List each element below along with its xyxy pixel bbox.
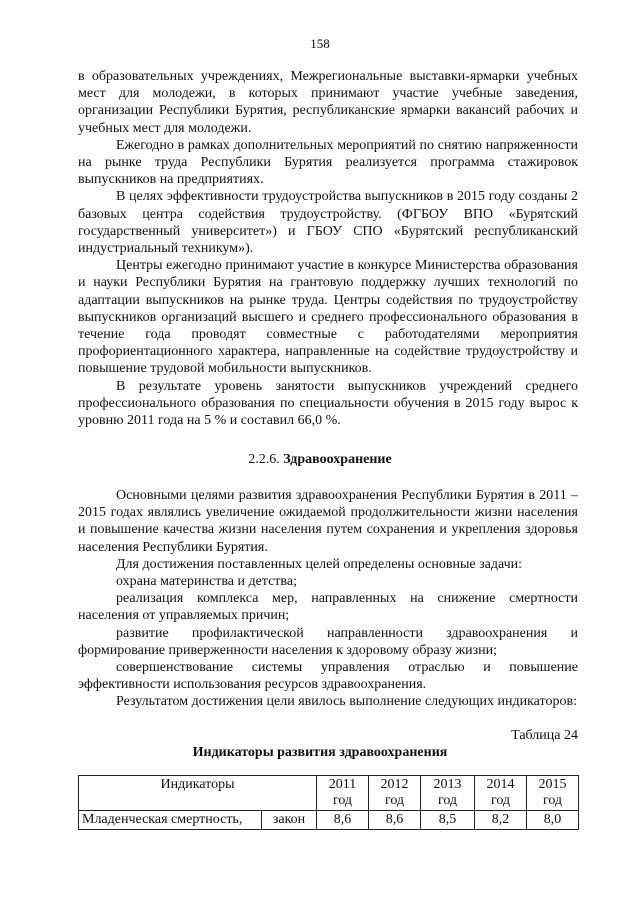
value-cell: 8,0 bbox=[527, 811, 579, 830]
indicator-cell: Младенческая смертность, bbox=[79, 811, 262, 830]
year-unit: год bbox=[332, 793, 353, 808]
paragraph: Центры ежегодно принимают участие в конкурсе Министерства образования и науки Республики Бурятия на грантовую поддержку лучших технологий по адаптации выпускников на рынке труда. Центры содействия по трудоустройству выпускников организаций высшего и среднего профессионального образования в течение года проводят совместные с работодателями мероприятия профориентационного характера, направленные на содействие трудоустройству и повышение трудовой мобильности выпускников. bbox=[78, 258, 578, 377]
year-value: 2015 bbox=[538, 777, 567, 792]
value-cell: 8,2 bbox=[475, 811, 527, 830]
indicators-table bbox=[78, 775, 579, 830]
paragraph: В целях эффективности трудоустройства выпускников в 2015 году созданы 2 базовых центра содействия трудоустройству. (ФГБОУ ВПО «Бурятский государственный университет») и ГБОУ СПО «Бурятский республиканский индустриальный техникум»). bbox=[78, 189, 578, 257]
paragraph: Ежегодно в рамках дополнительных мероприятий по снятию напряженности на рынке труда Республики Бурятия реализуется программа стажировок выпускников на предприятиях. bbox=[78, 137, 578, 188]
body-text-bottom bbox=[78, 487, 578, 711]
paragraph: Для достижения поставленных целей определены основные задачи: bbox=[116, 556, 523, 572]
body-text-top bbox=[78, 68, 578, 429]
year-value: 2014 bbox=[486, 777, 515, 792]
paragraph: В результате уровень занятости выпускников учреждений среднего профессионального образования по специальности обучения в 2015 году вырос к уровню 2011 года на 5 % и составил 66,0 %. bbox=[78, 378, 578, 429]
type-cell: закон bbox=[262, 811, 317, 830]
table-header-row bbox=[79, 776, 579, 811]
year-unit: год bbox=[437, 793, 458, 808]
value-cell: 8,5 bbox=[421, 811, 475, 830]
year-unit: год bbox=[490, 793, 511, 808]
year-value: 2011 bbox=[328, 777, 357, 792]
year-value: 2013 bbox=[433, 777, 462, 792]
paragraph: развитие профилактической направленности здравоохранения и формирование приверженности населения к здоровому образу жизни; bbox=[78, 625, 578, 658]
paragraph: Основными целями развития здравоохранения Республики Бурятия в 2011 – 2015 годах являлись увеличение ожидаемой продолжительности жизни населения и повышение качества жизни населения путем сохранения и укрепления здоровья населения Республики Бурятия. bbox=[78, 488, 578, 555]
paragraph: Результатом достижения цели явилось выполнение следующих индикаторов: bbox=[116, 694, 577, 710]
header-year bbox=[421, 776, 475, 811]
paragraph: реализация комплекса мер, направленных на снижение смертности населения от управляемых причин; bbox=[78, 591, 578, 624]
table-label: Таблица 24 bbox=[511, 728, 578, 743]
header-year bbox=[527, 776, 579, 811]
section-title: Здравоохранение bbox=[283, 452, 392, 467]
page-number: 158 bbox=[310, 36, 330, 51]
header-year bbox=[317, 776, 369, 811]
value-cell: 8,6 bbox=[317, 811, 369, 830]
paragraph: в образовательных учреждениях, Межрегиональные выставки-ярмарки учебных мест для молодежи, в которых принимают участие учебные заведения, организации Республики Бурятия, республиканские ярмарки вакансий рабочих и учебных мест для молодежи. bbox=[78, 69, 578, 136]
table-title: Индикаторы развития здравоохранения bbox=[192, 745, 448, 760]
year-unit: год bbox=[384, 793, 405, 808]
header-year bbox=[475, 776, 527, 811]
year-value: 2012 bbox=[380, 777, 409, 792]
table-row bbox=[79, 811, 579, 830]
header-indicator: Индикаторы bbox=[79, 776, 317, 811]
paragraph: охрана материнства и детства; bbox=[116, 574, 297, 590]
value-cell: 8,6 bbox=[369, 811, 421, 830]
paragraph: совершенствование системы управления отраслью и повышение эффективности использования ресурсов здравоохранения. bbox=[78, 660, 578, 693]
section-heading bbox=[0, 452, 640, 468]
header-year bbox=[369, 776, 421, 811]
section-number: 2.2.6. bbox=[248, 452, 280, 467]
year-unit: год bbox=[542, 793, 563, 808]
